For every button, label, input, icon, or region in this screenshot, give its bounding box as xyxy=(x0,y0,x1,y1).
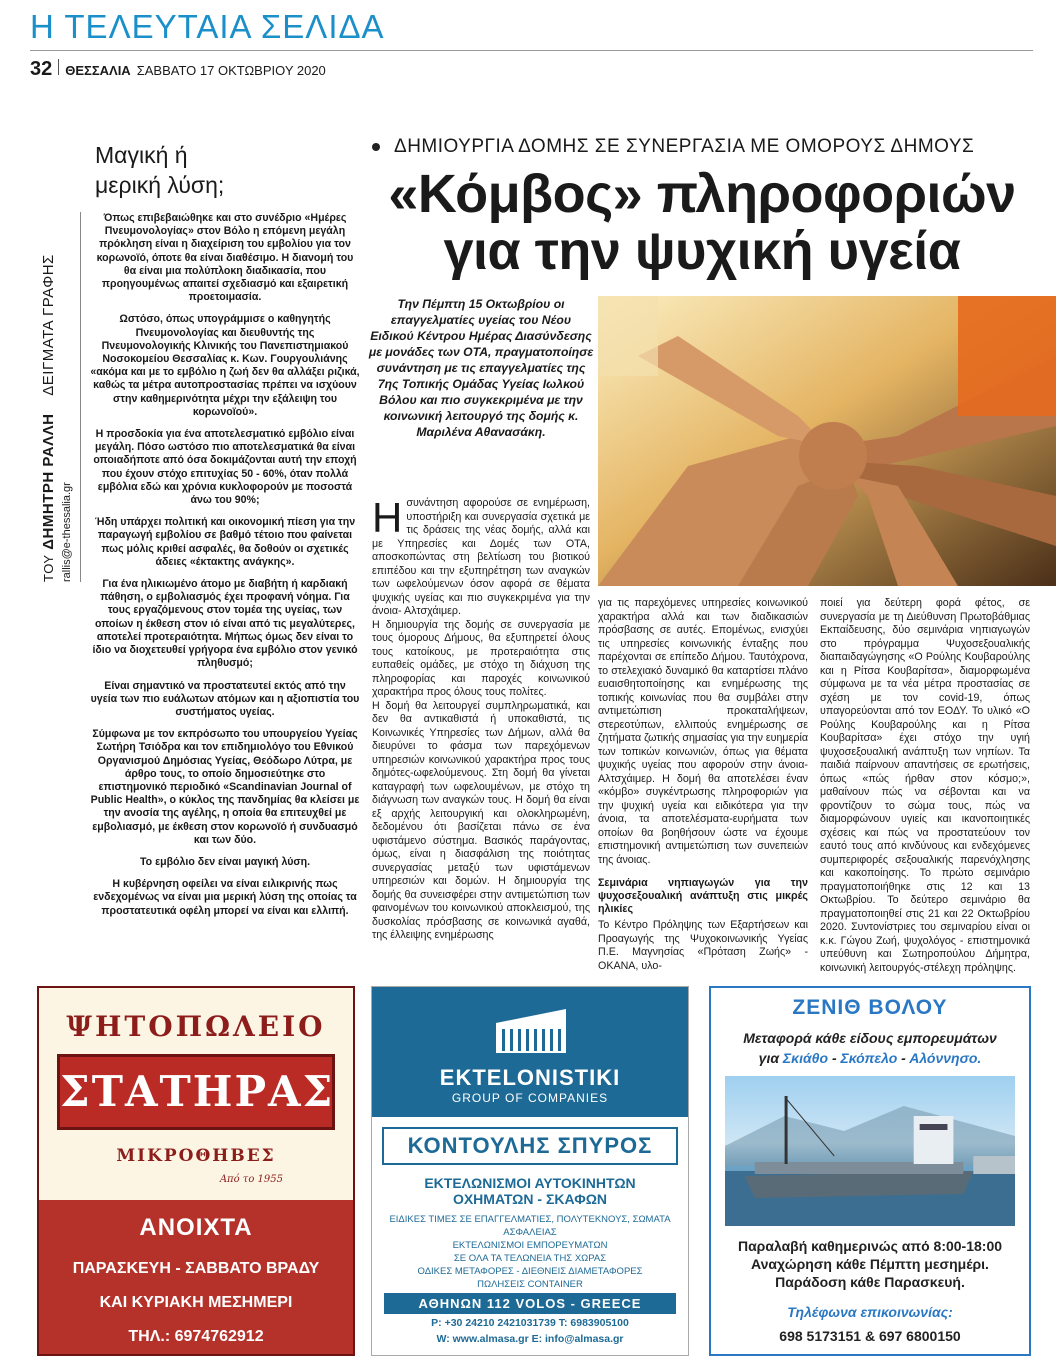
ad-shipping-delivery: Παράδοση κάθε Παρασκευή. xyxy=(775,1274,965,1290)
ad-customs-brand-name: EKTELONISTIKI xyxy=(439,1065,621,1090)
destination-skiathos: Σκιάθο xyxy=(782,1050,829,1066)
ad-customs-services xyxy=(372,1175,688,1207)
column-paragraph: Όπως επιβεβαιώθηκε και στο συνέδριο «Ημέρες Πνευμονολογίας» στον Βόλο η επόμενη μεγάλη πρόκληση είναι η διαχείριση του εμβολίου για τον κορωνοϊό, όποτε θα είναι διαθέσιμο. Η διανομή του θα είναι μια πολύπλοκη διαδικασία, που προηγουμένως απαιτεί σχεδιασμό και εξαιρετική προετοιμασία. xyxy=(96,212,354,304)
byline-author: ΔΗΜΗΤΡΗ ΡΑΛΛΗ xyxy=(40,413,57,550)
ad-customs-broker[interactable] xyxy=(371,986,689,1356)
ad-shipping-destinations xyxy=(711,1050,1029,1066)
ad-shipping-title: ΖΕΝΙΘ ΒΟΛΟΥ xyxy=(792,996,948,1019)
section-title: Η ΤΕΛΕΥΤΑΙΑ ΣΕΛΙΔΑ xyxy=(30,8,385,45)
column-paragraph: Η κυβέρνηση οφείλει να είναι ειλικρινής πως ενδεχομένως να είναι μια μερική λύση της οποίας τα προστατευτικά οφέλη μπορεί να είναι και ελλιπή. xyxy=(93,878,357,917)
headline-line2: για την ψυχική υγεία xyxy=(443,221,961,281)
column-title-line1: Μαγική ή xyxy=(95,142,188,168)
ad-shipping-pickup: Παραλαβή καθημερινώς από 8:00-18:00 xyxy=(737,1238,1003,1254)
ad-customs-service-list xyxy=(372,1213,688,1291)
destination-alonissos: Αλόννησο. xyxy=(909,1050,982,1066)
ad-customs-service-line: ΟΧΗΜΑΤΩΝ - ΣΚΑΦΩΝ xyxy=(452,1191,608,1207)
ad-customs-web[interactable]: W: www.almasa.gr E: info@almasa.gr xyxy=(436,1333,624,1345)
cargo-ship-photo xyxy=(725,1076,1015,1226)
dropcap: Η xyxy=(372,494,403,541)
headline-line1: «Κόμβος» πληροφοριών xyxy=(388,164,1016,224)
article-kicker-text: ΔΗΜΙΟΥΡΓΙΑ ΔΟΜΗΣ ΣΕ ΣΥΝΕΡΓΑΣΙΑ ΜΕ ΟΜΟΡΟΥΣ ΔΗΜΟΥΣ xyxy=(394,136,975,157)
column-paragraph: Είναι σημαντικό να προστατευτεί εκτός από την υγεία των πιο ευάλωτων ατόμων και η αξιοπιστία του συστήματος υγείας. xyxy=(90,679,360,718)
byline-divider xyxy=(80,212,81,582)
paper-name: ΘΕΣΣΑΛΙΑ xyxy=(65,63,131,78)
column-paragraph: Ήδη υπάρχει πολιτική και οικονομική πίεση για την παραγωγή εμβολίου σε βαθμό τέτοιο που φαίνεται πως μόλις κριθεί ασφαλές, θα δοθούν οι σχετικές άδειες «έκτακτης ανάγκης». xyxy=(94,516,356,568)
article-lead: Την Πέμπτη 15 Οκτωβρίου οι επαγγελματίες υγείας του Νέου Ειδικού Κέντρου Ημέρας Διασύνδεσης με μονάδες των ΟΤΑ, πραγματοποίησε συνάντηση με τις επαγγελματίες της 7ης Τοπικής Ομάδας Υγείας Ιωλκού Βόλου και πιο συγκεκριμένα με την κοινωνική λειτουργό της δομής κ. Μαριλένα Αθανασάκη. xyxy=(368,297,594,439)
list-item: ΕΚΤΕΛΩΝΙΣΜΟΙ ΕΜΠΟΡΕΥΜΑΤΩΝ xyxy=(452,1240,608,1251)
building-logo-icon xyxy=(496,1009,566,1053)
ad-shipping[interactable] xyxy=(709,986,1031,1356)
column-byline xyxy=(40,212,90,582)
list-item: ΠΩΛΗΣΕΙΣ CONTAINER xyxy=(477,1279,583,1290)
ad-customs-service-line: ΕΚΤΕΛΩΝΙΣΜΟΙ ΑΥΤΟΚΙΝΗΤΩΝ xyxy=(424,1175,636,1191)
hands-together-photo xyxy=(598,296,1056,586)
ad-customs-phones[interactable]: P: +30 24210 2421031739 T: 6983905100 xyxy=(431,1317,629,1329)
ad-grill-name: ΣΤΑΤΗΡΑΣ xyxy=(57,1054,335,1130)
column-title xyxy=(95,140,224,200)
issue-date: ΣΑΒΒΑΤΟ 17 ΟΚΤΩΒΡΙΟΥ 2020 xyxy=(136,63,326,78)
ad-customs-brand xyxy=(372,987,688,1117)
ad-customs-address: ΑΘΗΝΩΝ 112 VOLOS - GREECE xyxy=(384,1293,676,1314)
list-item: ΣΕ ΟΛΑ ΤΑ ΤΕΛΩΝΕΙΑ ΤΗΣ ΧΩΡΑΣ xyxy=(453,1253,607,1264)
article-subhead: Σεμινάρια νηπιαγωγών για την ψυχοσεξουαλική ανάπτυξη στις μικρές ηλικίες xyxy=(598,877,808,915)
article-paragraph: ποιεί για δεύτερη φορά φέτος, σε συνεργασία με τη Διεύθυνση Πρωτοβάθμιας Εκπαίδευσης, δύο σεμινάρια νηπιαγωγών στο πρόγραμμα Ψυχοσεξουαλικής διαπαιδαγώγησης «Ο Ρούλης Κουβαρούλης και η Ρίτσα Κουβαρίτσα», διαμορφωμένα σύμφωνα με τα νέα μέτρα προστασίας σε σχέση με τον covid-19, όπως υπαγορεύονται από τον ΕΟΔΥ. Το υλικό «Ο Ρούλης Κουβαρούλης και η Ρίτσα Κουβαρίτσα» έχει στόχο την υγιή ψυχοσεξουαλική ανάπτυξη των νηπίων. Τα παιδιά παίρνουν απαντήσεις σε ερωτήσεις, όπως «πώς ήρθαν στον κόσμο;», μαθαίνουν πώς να σέβονται και να φροντίζουν το σώμα τους, πώς να διαμορφώνουν υγιείς και ικανοποιητικές σχέσεις και πώς να προστατεύουν τον εαυτό τους από κινδύνους και ενδεχόμενες συμπεριφορές σεξουαλικής παρενόχλησης και κακοποίησης. Το πρώτο σεμινάριο πραγματοποιήθηκε στις 12 και 13 Οκτωβρίου. Το δεύτερο σεμινάριο θα πραγματοποιηθεί στις 21 και 22 Οκτωβρίου 2020. Συντονίστριες του σεμιναρίου είναι οι κ.κ. Γώγου Ζωή, ψυχολόγος - επιστημονικά υπεύθυνη και Σωτηροπούλου Δήμητρα, κοινωνική λειτουργός-στέλεχη πρόληψης. xyxy=(820,597,1030,974)
article-kicker xyxy=(372,136,974,158)
article-paragraph: Η δημιουργία της δομής σε συνεργασία με τους όμορους Δήμους, θα εξυπηρετεί όλους τους κατοίκους, με προτεραιότητα στις ευπαθείς ομάδες, με στόχο τη διάχυση της πληροφορίας και παροχές κοινωνικού χαρακτήρα προς όλους τους πολίτες. xyxy=(372,618,590,698)
byline-section: ΔΕΙΓΜΑΤΑ ΓΡΑΦΗΣ xyxy=(40,254,57,396)
list-item: ΟΔΙΚΕΣ ΜΕΤΑΦΟΡΕΣ - ΔΙΕΘΝΕΙΣ ΔΙΑΜΕΤΑΦΟΡΕΣ xyxy=(417,1266,643,1277)
ad-grill-since: Από το 1955 xyxy=(219,1174,283,1185)
article-column-1 xyxy=(372,494,590,943)
article-headline xyxy=(372,166,1032,280)
bullet-icon xyxy=(372,143,380,151)
ad-grill-house[interactable] xyxy=(37,986,355,1356)
destination-separator: - xyxy=(831,1050,837,1066)
article-paragraph: συνάντηση αφορούσε σε ενημέρωση, υποστήριξη και συνεργασία σχετικά με τις δράσεις της νέας δομής, αλλά και με Υπηρεσίες και Δομές των ΟΤΑ, αποσκοπώντας στη βελτίωση του βιοτικού επιπέδου και την εξυπηρέτηση των αναγκών των ωφελούμενων όσον αφορά σε θέματα ψυχικής υγείας και πιο συγκεκριμένα για την άνοια- Αλτσχάιμερ. xyxy=(372,497,590,617)
article-paragraph: Η δομή θα λειτουργεί συμπληρωματικά, και δεν θα αντικαθιστά ή υποκαθιστά, τις Κοινωνικές Υπηρεσίες των Δήμων, αλλά θα διευρύνει το φάσμα των παρεχόμενων υπηρεσιών κοινωνικού χαρακτήρα προς τους δημότες-ωφελούμενους. Στη δομή θα γίνεται καταγραφή των ωφελουμένων, με στόχο τη διάγνωση των αναγκών τους. Η δομή θα είναι εξ αρχής λειτουργική και ολοκληρωμένη, δεδομένου ότι βασίζεται πάνω σε ένα υφιστάμενο σύστημα. Βασικός παράγοντας, όμως, είναι η διασφάλιση της ποιότητας συνεργασίας μεταξύ των υφιστάμενων υπηρεσιών και δομών. Η δημιουργία της δομής θα συνεισφέρει στην αντιμετώπιση των φαινομένων του κοινωνικού αποκλεισμού, της δυσκολίας πρόσβασης σε κοινωνικά αγαθά, της έλλειψης ενημέρωσης xyxy=(372,699,590,941)
article-paragraph: για τις παρεχόμενες υπηρεσίες κοινωνικού χαρακτήρα αλλά και των διαδικασιών πρόσβασης σε αυτές. Επομένως, ενισχύει τις υπηρεσίες κοινωνικής ένταξης που παρέχονται σε επίπεδο Δήμου. Ταυτόχρονα, το στελεχιακό δυναμικό θα καταρτίσει πλάνο ευαισθητοποίησης και ενημέρωσης της τοπικής κοινωνίας που θα συμβάλει στην αντιμετώπιση προκαταλήψεων, στερεοτύπων, ελλιπούς ενημέρωσης σε ζητήματα ζωτικής σημασίας για την ευημερία των τοπικών κοινωνιών, όπως για θέματα ψυχικής υγείας που αφορούν στην άνοια- Αλτσχάιμερ. Η δομή θα αποτελέσει έναν «κόμβο» συγκέντρωσης πληροφοριών για την ψυχική υγεία και ειδικότερα για την άνοια, τα αποτελέσματα-ευρήματα των οποίων θα βοηθήσουν ώστε να έχουμε επιστημονική αντιμετώπιση των συνεπειών της άνοιας. xyxy=(598,597,808,866)
ad-customs-owner: ΚΟΝΤΟΥΛΗΣ ΣΠΥΡΟΣ xyxy=(382,1127,678,1165)
page-bar xyxy=(30,58,326,81)
header-divider xyxy=(30,50,1033,51)
ad-shipping-line1: Μεταφορά κάθε είδους εμπορευμάτων xyxy=(743,1030,997,1046)
column-paragraph: Σύμφωνα με τον εκπρόσωπο του υπουργείου Υγείας Σωτήρη Τσιόδρα και τον επιδημιολόγο του Εθνικού Οργανισμού Δημόσιας Υγείας, Θεόδωρο Λύτρα, με άρθρο τους, το οποίο δημοσιεύτηκε στο επιστημονικό περιοδικό «Scandinavian Journal of Public Health», ο κύκλος της πανδημίας θα κλείσει με την ανοσία της αγέλης, η οποία θα επιτευχθεί με εμβολιασμό, με έκθεση στον κορωνοϊό ή συνδυασμό και των δύο. xyxy=(90,728,360,846)
ad-grill-location: ΜΙΚΡΟΘΗΒΕΣ xyxy=(116,1146,276,1166)
article-paragraph: Το Κέντρο Πρόληψης των Εξαρτήσεων και Προαγωγής της Ψυχοκοινωνικής Υγείας Π.Ε. Μαγνησίας «Πρόταση Ζωής» - ΟΚΑΝΑ, υλο- xyxy=(598,919,808,972)
ad-grill-phone[interactable]: ΤΗΛ.: 6974762912 xyxy=(128,1328,264,1345)
ad-shipping-tel-label: Τηλέφωνα επικοινωνίας: xyxy=(787,1304,953,1320)
destination-separator: - xyxy=(901,1050,906,1066)
article-column-3 xyxy=(820,597,1030,975)
page-number: 32 xyxy=(30,58,53,80)
column-paragraph: Η προσδοκία για ένα αποτελεσματικό εμβόλιο είναι μεγάλη. Πόσο ωστόσο πιο αποτελεσματικά θα είναι οποιαδήποτε από όσα δοκιμάζονται αυτή την εποχή που έχουν στόχο επιτυχίας 50 - 60%, όταν πολλά εμβόλια εδώ και χρόνια κυκλοφορούν με ποσοστά άνω του 90%; xyxy=(93,428,357,507)
ad-grill-open: ΑΝΟΙΧΤΑ xyxy=(139,1214,253,1241)
list-item: ΕΙΔΙΚΕΣ ΤΙΜΕΣ ΣΕ ΕΠΑΓΓΕΛΜΑΤΙΕΣ, ΠΟΛΥΤΕΚΝΟΥΣ, ΣΩΜΑΤΑ ΑΣΦΑΛΕΙΑΣ xyxy=(389,1214,671,1238)
article-column-2 xyxy=(598,597,808,973)
column-paragraph: Ωστόσο, όπως υπογράμμισε ο καθηγητής Πνευμονολογίας και διευθυντής της Πνευμονολογικής Κλινικής του Πανεπιστημιακού Νοσοκομείου Θεσσαλίας κ. Κων. Γουργουλιάνης «ακόμα και με το εμβόλιο η ζωή δεν θα αλλάξει ριζικά, καθώς τα μέτρα αυτοπροστασίας πρέπει να ισχύουν στην καθημερινότητα μέχρι την εξάλειψη του κορωνοϊού». xyxy=(90,313,360,418)
ad-grill-type: ΨΗΤΟΠΩΛΕΙΟ xyxy=(66,1010,326,1043)
page-bar-separator xyxy=(58,59,59,75)
ad-shipping-phones[interactable]: 698 5173151 & 697 6800150 xyxy=(779,1328,961,1344)
ad-shipping-departure: Αναχώρηση κάθε Πέμπτη μεσημέρι. xyxy=(751,1256,989,1272)
column-title-line2: μερική λύση; xyxy=(95,172,225,198)
ad-shipping-prefix: για xyxy=(758,1050,780,1066)
ad-customs-brand-sub: GROUP OF COMPANIES xyxy=(451,1091,609,1105)
ad-grill-days-2: ΚΑΙ ΚΥΡΙΑΚΗ ΜΕΣΗΜΕΡΙ xyxy=(99,1294,293,1311)
byline-email[interactable]: rallis@e-thessalia.gr xyxy=(61,482,73,582)
column-body xyxy=(90,212,360,927)
ad-grill-days: ΠΑΡΑΣΚΕΥΗ - ΣΑΒΒΑΤΟ ΒΡΑΔΥ xyxy=(72,1260,320,1277)
column-paragraph: Για ένα ηλικιωμένο άτομο με διαβήτη ή καρδιακή πάθηση, ο εμβολιασμός έχει προφανή νόημα. Για τους εργαζόμενους στον τομέα της υγείας, των οποίων η έκθεση στον ιό είναι από τις μεγαλύτερες, αποτελεί προτεραιότητα. Μήπως όμως δεν είναι το ίδιο να διοχετευθεί γρήγορα ένα εμβόλιο στον γενικό πληθυσμό; xyxy=(92,578,358,670)
destination-skopelos: Σκόπελο xyxy=(840,1050,898,1066)
column-paragraph: Το εμβόλιο δεν είναι μαγική λύση. xyxy=(139,855,311,868)
byline-prefix: ΤΟΥ xyxy=(41,554,56,582)
